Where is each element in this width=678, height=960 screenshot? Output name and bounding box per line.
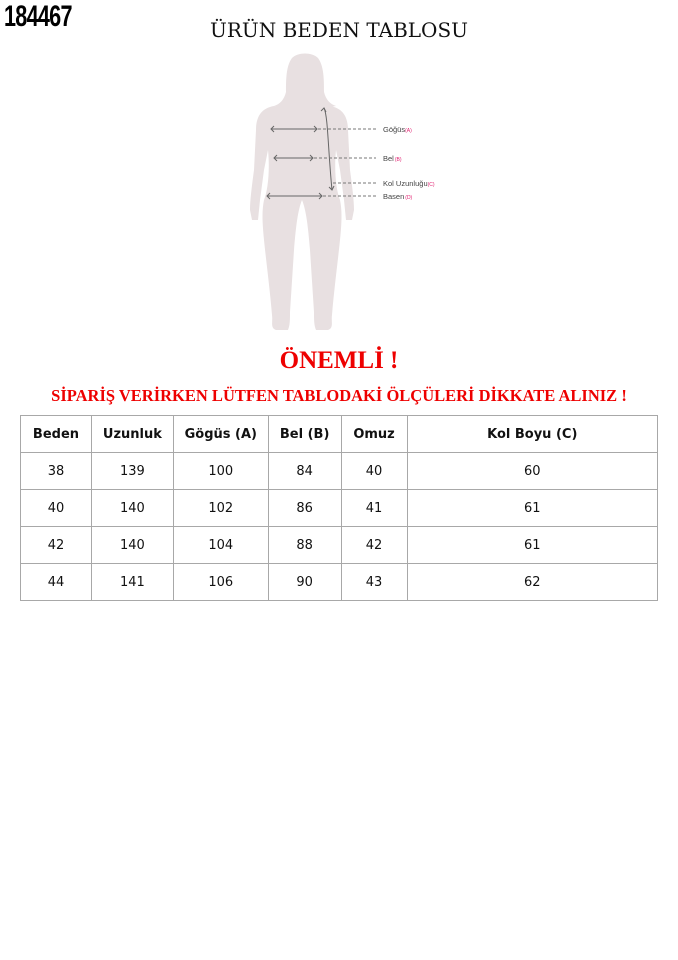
- label-bel: Bel(B): [383, 154, 402, 163]
- cell-gogus: 106: [173, 564, 268, 601]
- table-row: [21, 527, 658, 564]
- cell-omuz: 40: [341, 453, 407, 490]
- cell-beden: 44: [21, 564, 92, 601]
- cell-bel: 90: [268, 564, 341, 601]
- cell-beden: 38: [21, 453, 92, 490]
- size-table: [20, 415, 658, 601]
- body-measurement-figure: [240, 50, 460, 335]
- cell-kol-boyu: 61: [407, 490, 657, 527]
- cell-kol-boyu: 60: [407, 453, 657, 490]
- cell-uzunluk: 140: [91, 490, 173, 527]
- cell-omuz: 41: [341, 490, 407, 527]
- label-gogus: Göğüs(A): [383, 125, 412, 134]
- body-silhouette-icon: [250, 54, 354, 331]
- cell-omuz: 42: [341, 527, 407, 564]
- table-header-row: [21, 416, 658, 453]
- header-omuz: Omuz: [341, 416, 407, 453]
- cell-gogus: 102: [173, 490, 268, 527]
- cell-beden: 42: [21, 527, 92, 564]
- important-message: SİPARİŞ VERİRKEN LÜTFEN TABLODAKİ ÖLÇÜLERİ DİKKATE ALINIZ !: [51, 386, 627, 405]
- cell-gogus: 104: [173, 527, 268, 564]
- cell-bel: 84: [268, 453, 341, 490]
- header-kol-boyu: Kol Boyu (C): [407, 416, 657, 453]
- table-row: [21, 453, 658, 490]
- header-gogus: Gögüs (A): [173, 416, 268, 453]
- cell-gogus: 100: [173, 453, 268, 490]
- product-code: 184467: [4, 0, 72, 33]
- label-kol-uzunlugu: Kol Uzunluğu(C): [383, 179, 435, 188]
- cell-kol-boyu: 61: [407, 527, 657, 564]
- important-heading: ÖNEMLİ !: [279, 347, 399, 374]
- page-title: ÜRÜN BEDEN TABLOSU: [209, 18, 469, 42]
- table-row: [21, 490, 658, 527]
- cell-kol-boyu: 62: [407, 564, 657, 601]
- cell-bel: 86: [268, 490, 341, 527]
- cell-uzunluk: 141: [91, 564, 173, 601]
- cell-bel: 88: [268, 527, 341, 564]
- cell-uzunluk: 139: [91, 453, 173, 490]
- cell-uzunluk: 140: [91, 527, 173, 564]
- header-uzunluk: Uzunluk: [91, 416, 173, 453]
- cell-beden: 40: [21, 490, 92, 527]
- label-basen: Basen(D): [383, 192, 413, 201]
- header-beden: Beden: [21, 416, 92, 453]
- header-bel: Bel (B): [268, 416, 341, 453]
- table-row: [21, 564, 658, 601]
- cell-omuz: 43: [341, 564, 407, 601]
